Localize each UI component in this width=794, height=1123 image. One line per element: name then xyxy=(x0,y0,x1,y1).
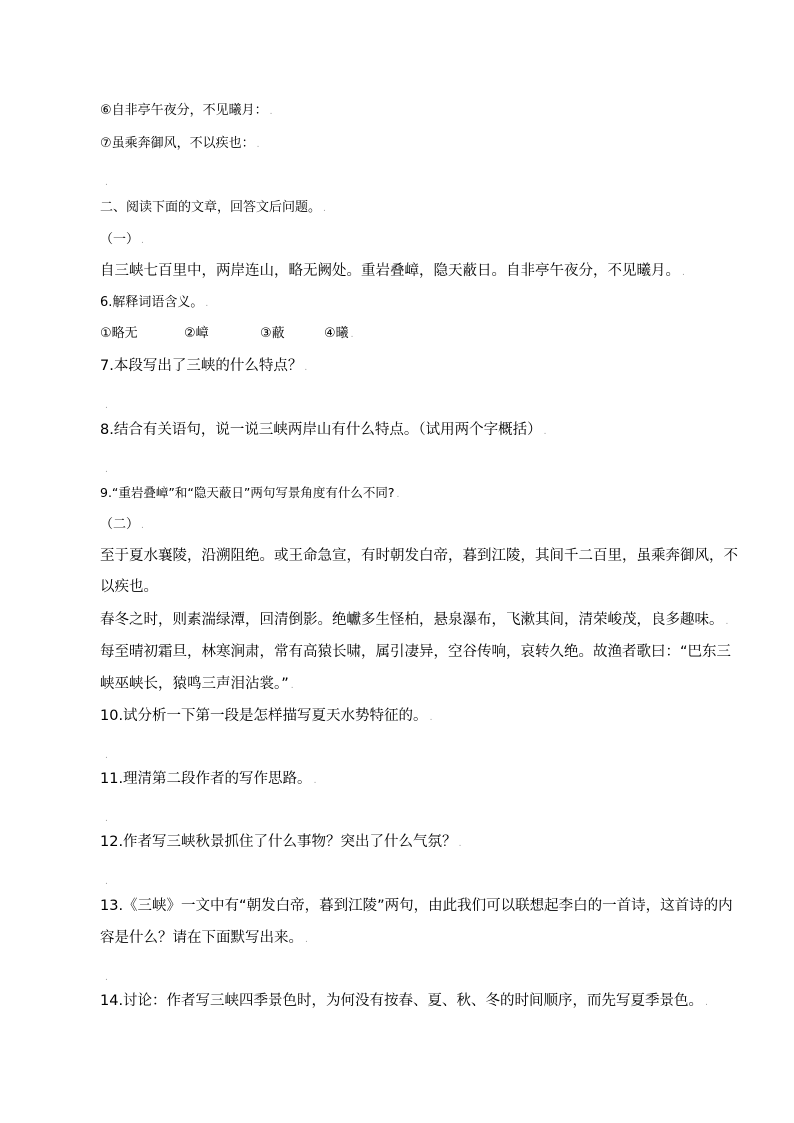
term-list: ①略无 ②嶂 ③蔽 ④曦 . xyxy=(100,324,354,345)
item-6-text: ⑥自非亭午夜分，不见曦月： xyxy=(100,103,268,118)
item-6-line: ⑥自非亭午夜分，不见曦月： . xyxy=(100,103,273,118)
question-12: 12.作者写三峡秋景抓住了什么事物？突出了什么气氛？ . xyxy=(100,834,462,850)
paragraph-3-line-2: 峡巫峡长，猿鸣三声泪沾裳。” . xyxy=(100,676,294,692)
answer-blank: . xyxy=(105,877,108,887)
answer-blank: . xyxy=(105,178,108,188)
term-3: ③蔽 xyxy=(260,326,285,341)
item-7-text: ⑦虽乘奔御风，不以疾也： xyxy=(100,136,255,151)
term-1: ①略无 xyxy=(100,326,138,341)
answer-blank: . xyxy=(105,814,108,824)
question-7: 7.本段写出了三峡的什么特点？ . xyxy=(100,358,308,374)
question-11: 11.理清第二段作者的写作思路。 . xyxy=(100,771,317,787)
part-2-label: （二） . xyxy=(100,517,144,532)
term-2: ②嶂 xyxy=(184,326,209,341)
answer-blank: . xyxy=(105,973,108,983)
answer-blank: . xyxy=(105,751,108,761)
term-4: ④曦 xyxy=(324,326,349,341)
section-2-heading: 二、阅读下面的文章，回答文后问题。 . xyxy=(100,200,326,215)
question-6: 6.解释词语含义。 . xyxy=(100,295,209,310)
question-13-line-1: 13.《三峡》一文中有“朝发白帝，暮到江陵”两句，由此我们可以联想起李白的一首诗，这首诗的内 xyxy=(100,898,733,914)
answer-blank: . xyxy=(105,401,108,411)
part-1-label: （一） . xyxy=(100,232,144,247)
paragraph-1-line-1: 至于夏水襄陵，沿溯阻绝。或王命急宣，有时朝发白帝，暮到江陵，其间千二百里，虽乘奔御风，不 xyxy=(100,548,738,564)
paragraph-2: 春冬之时，则素湍绿潭，回清倒影。绝巘多生怪柏，悬泉瀑布，飞漱其间，清荣峻茂，良多趣味。 . xyxy=(100,612,729,628)
passage-1: 自三峡七百里中，两岸连山，略无阙处。重岩叠嶂，隐天蔽日。自非亭午夜分，不见曦月。 . xyxy=(100,263,685,279)
question-14: 14.讨论：作者写三峡四季景色时，为何没有按春、夏、秋、冬的时间顺序，而先写夏季景色。 . xyxy=(100,993,708,1009)
answer-blank: . xyxy=(105,465,108,475)
paragraph-3-line-1: 每至晴初霜旦，林寒涧肃，常有高猿长啸，属引凄异，空谷传响，哀转久绝。故渔者歌曰：“巴东三 xyxy=(100,644,732,660)
paragraph-1-line-2: 以疾也。 xyxy=(100,579,158,595)
question-9: 9.“重岩叠嶂”和“隐天蔽日”两句写景角度有什么不同? . xyxy=(100,485,400,500)
item-7-line: ⑦虽乘奔御风，不以疾也： . xyxy=(100,136,260,151)
question-10: 10.试分析一下第一段是怎样描写夏天水势特征的。 . xyxy=(100,708,433,724)
question-13-line-2: 容是什么？请在下面默写出来。 . xyxy=(100,930,308,946)
question-8: 8.结合有关语句，说一说三峡两岸山有什么特点。（试用两个字概括） . xyxy=(100,422,547,438)
